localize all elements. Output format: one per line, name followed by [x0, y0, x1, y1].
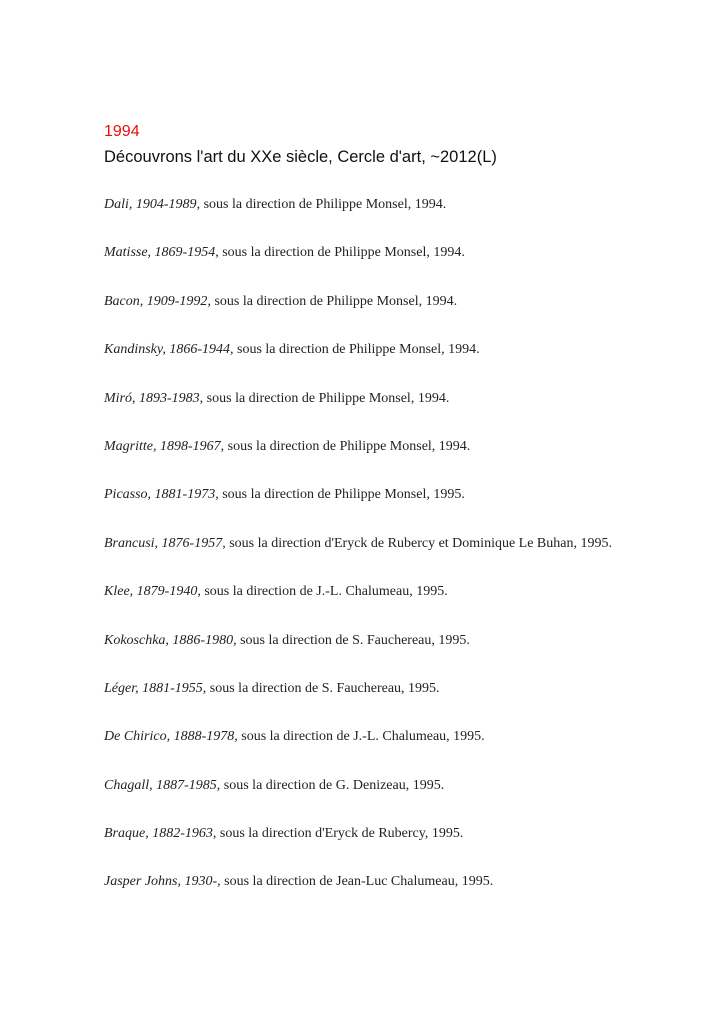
entry-details: , sous la direction de Philippe Monsel, 1994. — [207, 293, 458, 309]
entry-artist: Léger, 1881-1955 — [104, 680, 203, 696]
list-item — [104, 386, 624, 411]
entry-artist: Kokoschka, 1886-1980 — [104, 632, 234, 648]
list-item — [104, 628, 624, 653]
list-item — [104, 579, 624, 604]
entry-artist: Jasper Johns, 1930-, — [104, 874, 221, 890]
list-item — [104, 289, 624, 314]
bibliography-list — [104, 192, 624, 894]
entry-artist: Bacon, 1909-1992 — [104, 293, 208, 309]
entry-details: , sous la direction de Philippe Monsel, 1994. — [220, 438, 471, 454]
list-item — [104, 240, 624, 265]
entry-artist: Kandinsky, 1866-1944 — [104, 342, 230, 358]
entry-details: , sous la direction de S. Fauchereau, 1995. — [202, 680, 440, 696]
list-item — [104, 676, 624, 701]
entry-artist: Matisse, 1869-1954 — [104, 245, 216, 261]
entry-artist: Brancusi, 1876-1957 — [104, 535, 223, 551]
list-item — [104, 531, 624, 556]
entry-details: sous la direction de Jean-Luc Chalumeau, 1995. — [220, 874, 494, 890]
entry-artist: Magritte, 1898-1967 — [104, 438, 221, 454]
entry-artist: Chagall, 1887-1985 — [104, 777, 217, 793]
entry-artist: Braque, 1882-1963 — [104, 826, 213, 842]
entry-artist: Miró, 1893-1983 — [104, 390, 200, 406]
entry-artist: De Chirico, 1888-1978 — [104, 729, 235, 745]
entry-artist: Dali, 1904-1989 — [104, 197, 197, 212]
entry-details: , sous la direction de J.-L. Chalumeau, 1995. — [234, 729, 485, 745]
list-item — [104, 192, 624, 217]
list-item — [104, 337, 624, 362]
entry-details: , sous la direction de Philippe Monsel, 1994. — [196, 197, 447, 212]
section-title: Découvrons l'art du XXe siècle, Cercle d'art, ~2012(L) — [104, 148, 497, 166]
entry-artist: Klee, 1879-1940 — [104, 584, 198, 600]
list-item — [104, 773, 624, 798]
list-item — [104, 869, 624, 894]
entry-artist: Picasso, 1881-1973 — [104, 487, 216, 503]
list-item — [104, 821, 624, 846]
section-year: 1994 — [104, 123, 140, 140]
entry-details: , sous la direction de Philippe Monsel, 1994. — [199, 390, 450, 406]
entry-details: , sous la direction d'Eryck de Rubercy et Dominique Le Buhan, 1995. — [222, 535, 612, 551]
entry-details: , sous la direction de Philippe Monsel, 1994. — [230, 342, 480, 358]
entry-details: , sous la direction de S. Fauchereau, 1995. — [233, 632, 470, 648]
list-item — [104, 482, 624, 507]
list-item — [104, 434, 624, 459]
list-item — [104, 724, 624, 749]
entry-details: , sous la direction de J.-L. Chalumeau, 1995. — [197, 584, 448, 600]
document-page — [104, 122, 624, 918]
entry-details: , sous la direction de G. Denizeau, 1995. — [216, 777, 445, 793]
entry-details: , sous la direction de Philippe Monsel, 1994. — [215, 245, 465, 261]
entry-details: , sous la direction de Philippe Monsel, 1995. — [215, 487, 465, 503]
entry-details: , sous la direction d'Eryck de Rubercy, 1995. — [212, 826, 464, 842]
